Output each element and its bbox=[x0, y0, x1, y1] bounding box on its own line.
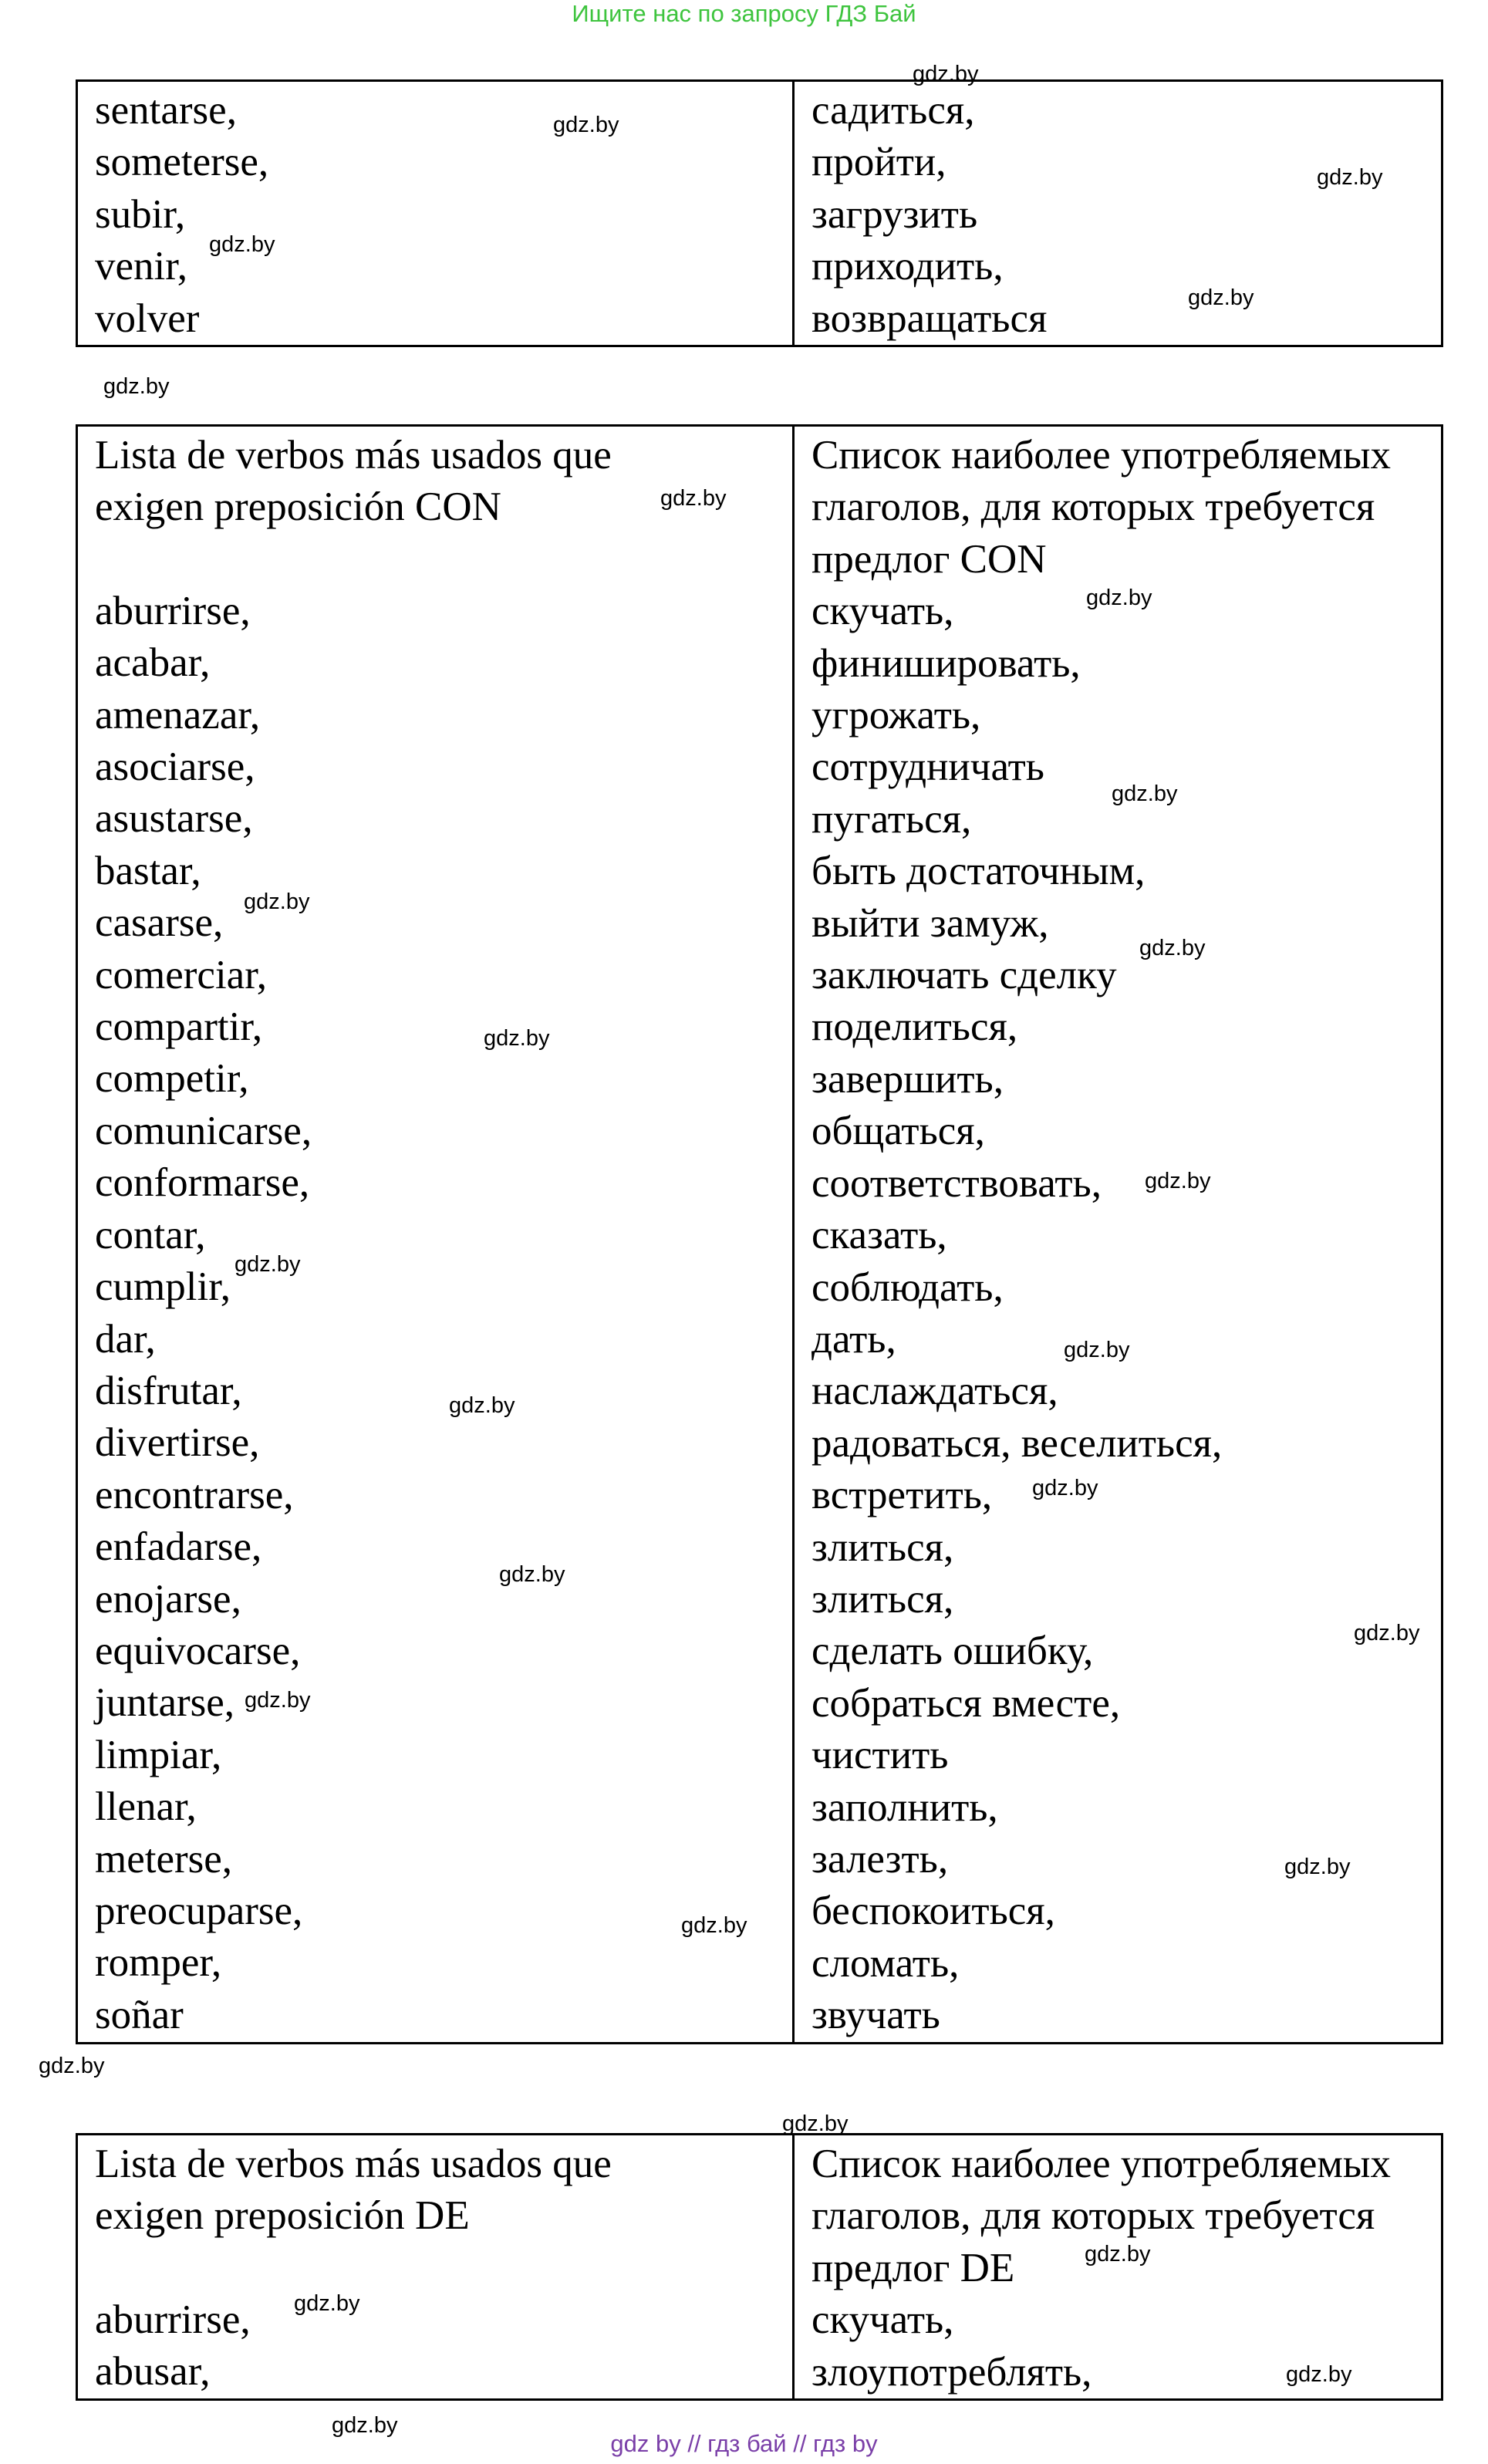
table-title-line: глаголов, для которых требуется bbox=[811, 2193, 1375, 2239]
verb-line: угрожать, bbox=[811, 693, 981, 738]
verb-line: meterse, bbox=[95, 1836, 233, 1882]
verb-line: скучать, bbox=[811, 589, 954, 634]
verb-line: preocuparse, bbox=[95, 1888, 303, 1933]
page-footer-links[interactable]: gdz by // гдз бай // гдз by bbox=[610, 2430, 878, 2457]
verb-line: romper, bbox=[95, 1940, 222, 1986]
table-title-line: предлог DE bbox=[811, 2245, 1015, 2290]
watermark: gdz.by bbox=[235, 1252, 301, 1277]
verb-line: скучать, bbox=[811, 2297, 954, 2343]
watermark: gdz.by bbox=[681, 1913, 747, 1938]
verbs-table-con bbox=[76, 424, 1443, 2044]
verb-line: приходить, bbox=[811, 244, 1004, 289]
verb-line: conformarse, bbox=[95, 1160, 310, 1206]
verb-line: пугаться, bbox=[811, 796, 972, 842]
spanish-column bbox=[77, 81, 794, 346]
verb-line: пройти, bbox=[811, 140, 946, 185]
verb-line: equivocarse, bbox=[95, 1628, 301, 1673]
watermark: gdz.by bbox=[209, 232, 275, 257]
watermark: gdz.by bbox=[1354, 1621, 1420, 1645]
verb-line: someterse, bbox=[95, 140, 269, 185]
verb-line: злиться, bbox=[811, 1576, 954, 1622]
watermark: gdz.by bbox=[103, 374, 170, 399]
watermark: gdz.by bbox=[1112, 781, 1178, 806]
verb-line: sentarse, bbox=[95, 88, 237, 133]
table-row bbox=[77, 2135, 1442, 2400]
verb-line: радоваться, веселиться, bbox=[811, 1420, 1223, 1466]
watermark: gdz.by bbox=[1317, 165, 1383, 190]
watermark: gdz.by bbox=[332, 2413, 398, 2438]
table-title-line: глаголов, для которых требуется bbox=[811, 484, 1375, 530]
watermark: gdz.by bbox=[1032, 1476, 1098, 1500]
watermark: gdz.by bbox=[294, 2291, 360, 2316]
verb-line: asustarse, bbox=[95, 796, 253, 842]
verb-line: злиться, bbox=[811, 1524, 954, 1570]
verb-line: поделиться, bbox=[811, 1004, 1018, 1050]
verb-line: наслаждаться, bbox=[811, 1369, 1058, 1414]
watermark: gdz.by bbox=[245, 1688, 311, 1713]
verb-line: дать, bbox=[811, 1316, 896, 1362]
watermark: gdz.by bbox=[1145, 1169, 1211, 1193]
verb-line: злоупотреблять, bbox=[811, 2349, 1092, 2395]
verb-line: чистить bbox=[811, 1733, 949, 1778]
verb-line: возвращаться bbox=[811, 295, 1048, 341]
verb-line: сломать, bbox=[811, 1940, 960, 1986]
verb-line: загрузить bbox=[811, 191, 978, 237]
verb-line: звучать bbox=[811, 1993, 940, 2038]
verb-line: limpiar, bbox=[95, 1732, 222, 1777]
verb-line: bastar, bbox=[95, 848, 201, 893]
watermark: gdz.by bbox=[660, 486, 727, 511]
watermark: gdz.by bbox=[1139, 936, 1206, 960]
verb-line: abusar, bbox=[95, 2349, 211, 2395]
table-title-line: Список наиболее употребляемых bbox=[811, 433, 1392, 478]
verb-line: финишировать, bbox=[811, 640, 1081, 686]
watermark: gdz.by bbox=[484, 1026, 550, 1051]
verb-line: acabar, bbox=[95, 640, 211, 686]
verb-line: soñar bbox=[95, 1992, 184, 2037]
verb-line: subir, bbox=[95, 191, 186, 237]
verb-line: competir, bbox=[95, 1056, 249, 1102]
table-title-line: Lista de verbos más usados que bbox=[95, 2142, 612, 2186]
verb-line: сказать, bbox=[811, 1213, 947, 1258]
verb-line: llenar, bbox=[95, 1784, 197, 1830]
verb-line: aburrirse, bbox=[95, 588, 251, 633]
watermark: gdz.by bbox=[1284, 1855, 1351, 1879]
verbs-table-de bbox=[76, 2133, 1443, 2401]
spanish-column bbox=[77, 426, 794, 2044]
watermark: gdz.by bbox=[782, 2111, 849, 2136]
verb-line: выйти замуж, bbox=[811, 900, 1049, 946]
table-title-line: Lista de verbos más usados que bbox=[95, 433, 612, 478]
verb-line: заполнить, bbox=[811, 1784, 998, 1830]
watermark: gdz.by bbox=[1086, 586, 1152, 610]
verb-line: сотрудничать bbox=[811, 744, 1044, 790]
watermark: gdz.by bbox=[1188, 285, 1254, 310]
verb-line: быть достаточным, bbox=[811, 849, 1146, 894]
watermark: gdz.by bbox=[913, 62, 979, 86]
verb-line: enfadarse, bbox=[95, 1524, 262, 1570]
verb-line: disfrutar, bbox=[95, 1368, 242, 1413]
table-title-line: Список наиболее употребляемых bbox=[811, 2142, 1392, 2186]
verb-line: заключать сделку bbox=[811, 953, 1117, 998]
watermark: gdz.by bbox=[499, 1562, 565, 1587]
watermark: gdz.by bbox=[244, 889, 310, 914]
verb-line: juntarse, bbox=[95, 1680, 235, 1726]
table-title-line: exigen preposición CON bbox=[95, 484, 501, 530]
watermark: gdz.by bbox=[1064, 1338, 1130, 1362]
watermark: gdz.by bbox=[553, 113, 619, 137]
verb-line: залезть, bbox=[811, 1836, 949, 1882]
verb-line: divertirse, bbox=[95, 1420, 260, 1466]
verb-line: cumplir, bbox=[95, 1264, 231, 1310]
watermark: gdz.by bbox=[1085, 2242, 1151, 2267]
watermark: gdz.by bbox=[449, 1393, 515, 1418]
verb-line: собраться вместе, bbox=[811, 1680, 1121, 1726]
verb-line: dar, bbox=[95, 1316, 156, 1362]
russian-column bbox=[794, 81, 1442, 346]
watermark: gdz.by bbox=[39, 2054, 105, 2078]
verb-line: сделать ошибку, bbox=[811, 1629, 1094, 1674]
table-title-line: exigen preposición DE bbox=[95, 2193, 470, 2239]
verb-line: enojarse, bbox=[95, 1576, 241, 1622]
verb-line: садиться, bbox=[811, 88, 975, 133]
verb-line: encontrarse, bbox=[95, 1472, 294, 1517]
verb-line: соответствовать, bbox=[811, 1160, 1102, 1206]
russian-column bbox=[794, 2135, 1442, 2400]
table-title-line: предлог CON bbox=[811, 536, 1047, 582]
spanish-column bbox=[77, 2135, 794, 2400]
watermark: gdz.by bbox=[1286, 2362, 1352, 2387]
page-header-banner[interactable]: Ищите нас по запросу ГДЗ Бай bbox=[572, 0, 916, 27]
verb-line: contar, bbox=[95, 1212, 206, 1257]
verb-line: встретить, bbox=[811, 1473, 993, 1518]
verb-line: соблюдать, bbox=[811, 1264, 1004, 1310]
verb-line: завершить, bbox=[811, 1056, 1004, 1102]
verb-line: amenazar, bbox=[95, 692, 261, 738]
verb-line: venir, bbox=[95, 244, 188, 289]
verb-line: comunicarse, bbox=[95, 1108, 312, 1153]
verb-line: volver bbox=[95, 295, 200, 341]
verb-line: aburrirse, bbox=[95, 2297, 251, 2342]
verb-line: comerciar, bbox=[95, 952, 267, 997]
verb-line: asociarse, bbox=[95, 744, 255, 790]
verb-line: беспокоиться, bbox=[811, 1889, 1055, 1934]
verb-line: общаться, bbox=[811, 1109, 985, 1154]
verb-line: compartir, bbox=[95, 1004, 263, 1050]
verb-line: casarse, bbox=[95, 900, 224, 946]
table-row bbox=[77, 426, 1442, 2044]
russian-column bbox=[794, 426, 1442, 2044]
